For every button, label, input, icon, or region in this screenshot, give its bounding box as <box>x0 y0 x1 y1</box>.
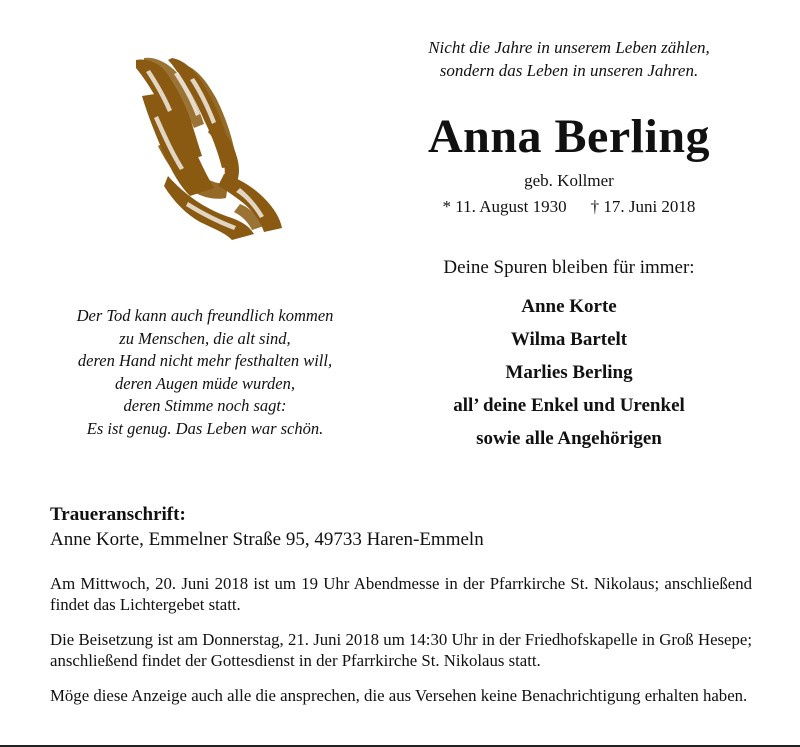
poem-line: Es ist genug. Das Leben war schön. <box>86 418 324 438</box>
mourner: Marlies Berling <box>505 362 633 383</box>
poem-line: zu Menschen, die alt sind, <box>119 328 291 348</box>
mourner: Anne Korte <box>521 296 617 317</box>
poem <box>40 305 370 441</box>
poem-line: deren Hand nicht mehr festhalten will, <box>77 351 333 371</box>
mourners-list <box>380 290 758 455</box>
poem-line: deren Stimme noch sagt: <box>123 396 287 416</box>
birth-date: * 11. August 1930 <box>442 197 567 216</box>
mourner: Wilma Bartelt <box>510 329 628 350</box>
poem-line: deren Augen müde wurden, <box>115 373 295 393</box>
motto-line-2: sondern das Leben in unseren Jahren. <box>439 61 699 80</box>
motto-line-1: Nicht die Jahre in unserem Leben zählen, <box>428 38 710 57</box>
notice-paragraph: Möge diese Anzeige auch alle die ansprechen, die aus Versehen keine Benachrichtigung erhalten haben. <box>50 686 748 705</box>
traces-line: Deine Spuren bleiben für immer: <box>443 257 695 278</box>
mourner: sowie alle Angehörigen <box>476 428 662 449</box>
mourner: all’ deine Enkel und Urenkel <box>453 395 685 416</box>
praying-hands-icon <box>128 56 284 242</box>
address-text: Anne Korte, Emmelner Straße 95, 49733 Haren-Emmeln <box>50 529 484 550</box>
death-date: † 17. Juni 2018 <box>590 197 696 216</box>
motto <box>380 36 758 82</box>
service-paragraph: Am Mittwoch, 20. Juni 2018 ist um 19 Uhr Abendmesse in der Pfarrkirche St. Nikolaus; anschließend findet das Lichtergebet statt. <box>50 574 752 614</box>
address-heading: Traueranschrift: <box>50 504 186 525</box>
deceased-name: Anna Berling <box>427 110 711 163</box>
life-dates <box>380 196 758 218</box>
poem-line: Der Tod kann auch freundlich kommen <box>76 306 334 325</box>
maiden-name: geb. Kollmer <box>524 171 614 190</box>
burial-paragraph: Die Beisetzung ist am Donnerstag, 21. Juni 2018 um 14:30 Uhr in der Friedhofskapelle in Groß Hesepe; anschließend findet der Gottesdienst in der Pfarrkirche St. Nikolaus statt. <box>50 630 752 670</box>
